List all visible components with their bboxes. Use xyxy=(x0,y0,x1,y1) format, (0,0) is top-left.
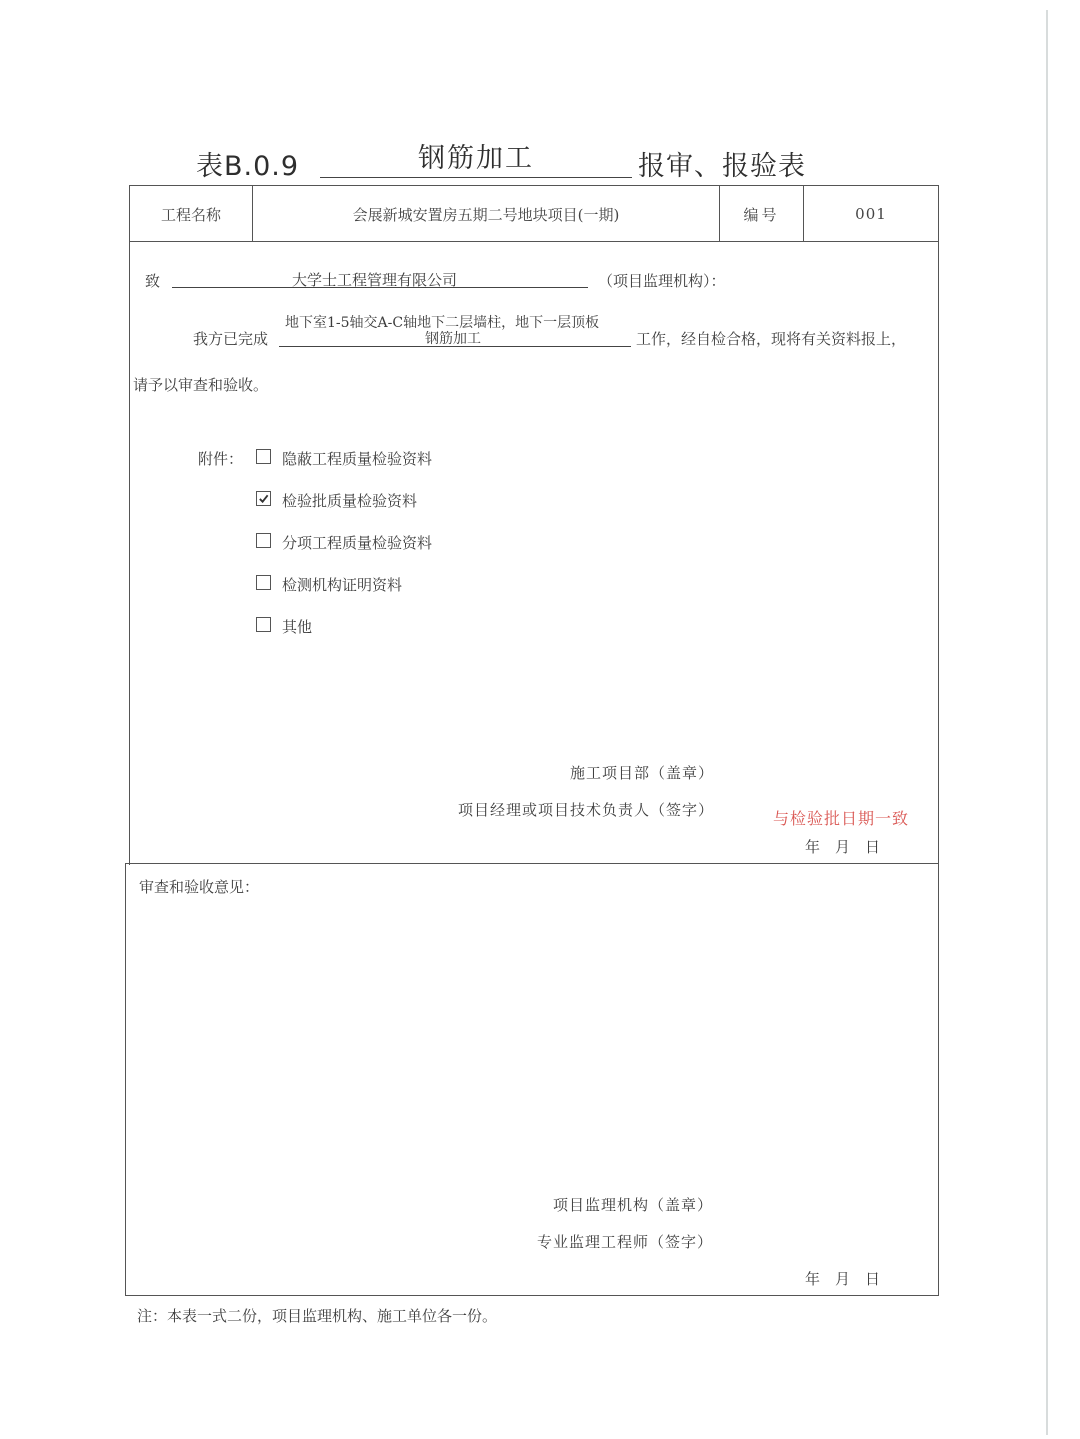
checkbox-other[interactable] xyxy=(256,617,271,632)
supervisor-seal-label: 项目监理机构（盖章） xyxy=(553,1196,714,1214)
form-title xyxy=(196,140,836,184)
checkmark-icon xyxy=(258,493,269,504)
form-subject-field xyxy=(320,140,632,178)
completed-work-field xyxy=(279,310,631,347)
header-row xyxy=(130,186,938,242)
review-opinion-label: 审查和验收意见： xyxy=(139,878,260,896)
checkbox-subitem-works[interactable] xyxy=(256,533,271,548)
attachment-label: 分项工程质量检验资料 xyxy=(282,534,433,552)
completed-prefix: 我方已完成 xyxy=(193,330,269,348)
form-code: 表B.0.9 xyxy=(196,151,300,182)
request-text: 请予以审查和验收。 xyxy=(133,376,269,394)
project-name-label: 工程名称 xyxy=(130,186,253,242)
supervisor-sign-label: 专业监理工程师（签字） xyxy=(537,1233,714,1251)
number-label: 编号 xyxy=(720,186,804,242)
to-label: 致 xyxy=(145,272,161,290)
attachment-label: 其他 xyxy=(282,618,313,636)
completed-work-line1: 地下室1-5轴交A-C轴地下二层墙柱，地下一层顶板 xyxy=(285,315,600,331)
completed-suffix: 工作，经自检合格，现将有关资料报上， xyxy=(636,330,907,348)
project-name-value: 会展新城安置房五期二号地块项目(一期) xyxy=(253,186,720,242)
recipient-value: 大学士工程管理有限公司 xyxy=(292,271,458,289)
form-subject: 钢筋加工 xyxy=(418,143,534,174)
scan-edge-line xyxy=(1046,10,1048,1435)
checkbox-hidden-works[interactable] xyxy=(256,449,271,464)
date-note: 与检验批日期一致 xyxy=(773,809,910,828)
attachment-label: 检测机构证明资料 xyxy=(282,576,403,594)
contractor-date: 年 月 日 xyxy=(805,838,881,856)
attachment-label: 隐蔽工程质量检验资料 xyxy=(282,450,433,468)
contractor-seal-label: 施工项目部（盖章） xyxy=(570,764,715,782)
recipient-field xyxy=(172,268,588,288)
checkbox-inspection-lot[interactable] xyxy=(256,491,271,506)
attachments-label: 附件： xyxy=(198,450,244,468)
completed-work-line2: 钢筋加工 xyxy=(425,331,481,347)
review-section xyxy=(125,863,939,1296)
supervisor-date: 年 月 日 xyxy=(805,1270,881,1288)
checkbox-testing-agency[interactable] xyxy=(256,575,271,590)
attachment-label: 检验批质量检验资料 xyxy=(282,492,418,510)
recipient-suffix: （项目监理机构）： xyxy=(598,272,726,290)
form-title-suffix: 报审、报验表 xyxy=(638,151,806,182)
footer-note: 注：本表一式二份，项目监理机构、施工单位各一份。 xyxy=(137,1307,498,1325)
number-value: 001 xyxy=(855,205,887,223)
contractor-sign-label: 项目经理或项目技术负责人（签字） xyxy=(458,801,715,819)
